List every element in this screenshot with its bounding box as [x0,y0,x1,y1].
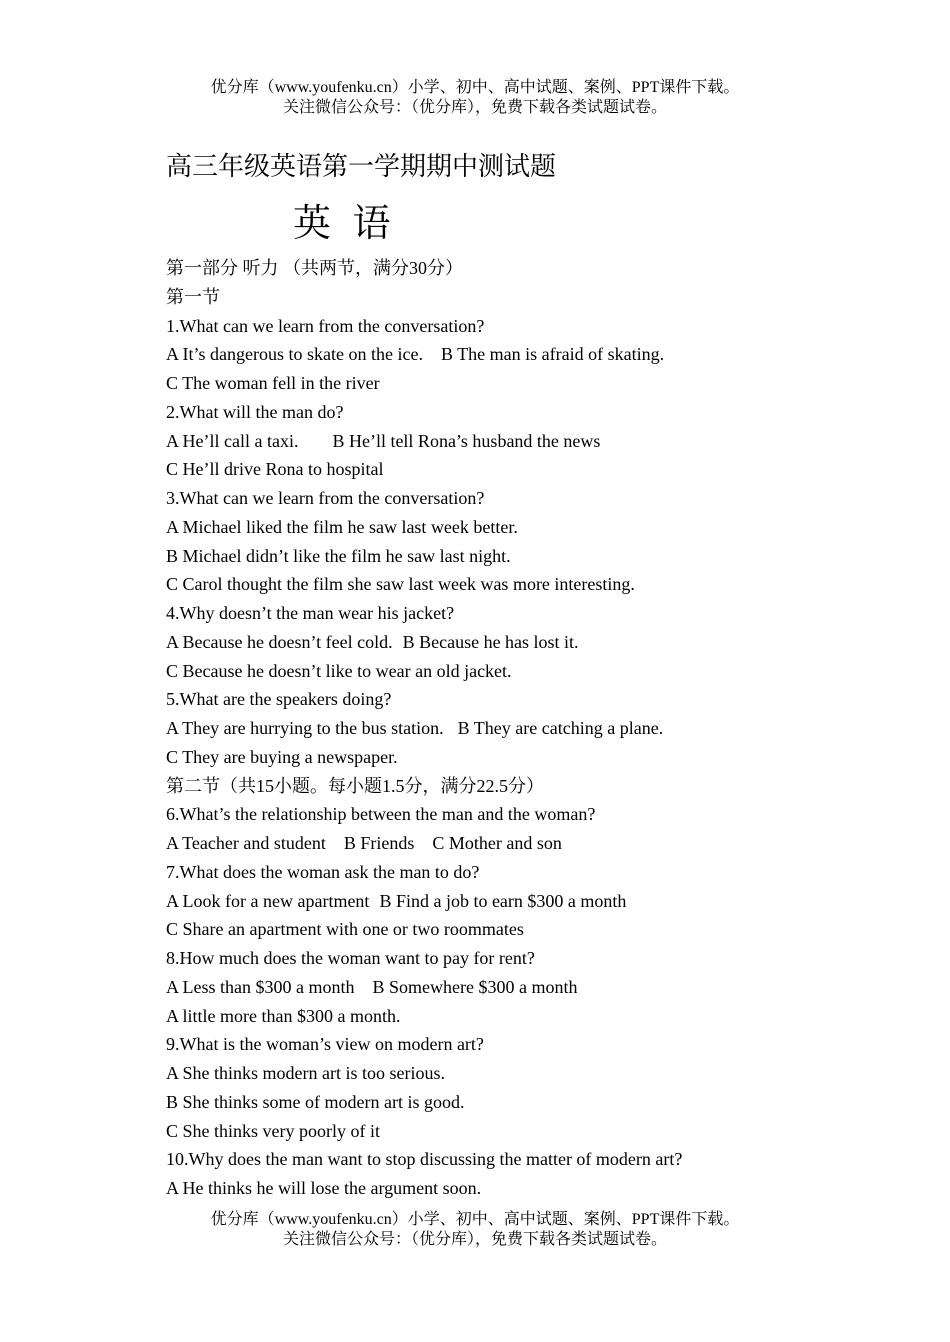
answer-option: C Share an apartment with one or two roommates [166,919,524,940]
option-row [166,513,906,542]
section-2-questions [166,800,906,1203]
question-text: 8.How much does the woman want to pay for rent? [166,948,535,968]
answer-option: B Find a job to earn $300 a month [379,890,627,911]
option-row [166,973,906,1002]
answer-option: C Carol thought the film she saw last week was more interesting. [166,574,635,595]
page-footer [0,1210,950,1250]
footer-line-2: 关注微信公众号：（优分库），免费下载各类试题试卷。 [282,1231,667,1248]
header-line-1: 优分库（www.youfenku.cn）小学、初中、高中试题、案例、PPT课件下载。 [210,79,740,96]
option-row [166,369,906,398]
answer-option: A Michael liked the film he saw last week better. [166,516,518,537]
question-text: 1.What can we learn from the conversation? [166,315,485,336]
answer-option: A Teacher and student [166,833,326,853]
answer-option: A He’ll call a taxi. [166,430,299,451]
answer-option: C Because he doesn’t like to wear an old jacket. [166,660,512,681]
exam-body [166,254,906,1203]
answer-option: B She thinks some of modern art is good. [166,1091,465,1112]
section-1-questions [166,312,906,772]
subject-title: 英 语 [293,203,397,245]
option-row [166,570,906,599]
option-row [166,657,906,686]
option-row [166,628,906,657]
answer-option: B They are catching a plane. [457,718,664,738]
answer-option: B Because he has lost it. [402,631,579,652]
answer-option: B He’ll tell Rona’s husband the news [332,430,601,451]
header-line-2: 关注微信公众号：（优分库），免费下载各类试题试卷。 [282,99,667,116]
option-row [166,542,906,571]
answer-option: A He thinks he will lose the argument soon. [166,1178,482,1198]
answer-option: C She thinks very poorly of it [166,1120,380,1141]
option-row [166,1002,906,1031]
option-row [166,1117,906,1146]
answer-option: C He’ll drive Rona to hospital [166,459,384,480]
option-row [166,427,906,456]
option-row [166,1174,906,1203]
answer-option: A Look for a new apartment [166,890,370,911]
option-row [166,743,906,772]
answer-option: B The man is afraid of skating. [440,344,665,365]
question-text: 10.Why does the man want to stop discussing the matter of modern art? [166,1149,683,1170]
option-row [166,887,906,916]
option-row [166,829,906,858]
answer-option: A It’s dangerous to skate on the ice. [166,344,423,365]
question-text: 5.What are the speakers doing? [166,689,392,710]
question-text: 4.Why doesn’t the man wear his jacket? [166,603,455,623]
answer-option: C Mother and son [432,833,562,853]
option-row [166,1088,906,1117]
answer-option: A Because he doesn’t feel cold. [166,631,393,652]
option-row [166,714,906,743]
footer-line-1: 优分库（www.youfenku.cn）小学、初中、高中试题、案例、PPT课件下载。 [210,1211,740,1228]
answer-option: A They are hurrying to the bus station. [166,718,444,738]
option-row [166,915,906,944]
answer-option: B Somewhere $300 a month [372,976,578,997]
page-header [0,78,950,118]
option-row [166,340,906,369]
answer-option: A She thinks modern art is too serious. [166,1063,445,1083]
answer-option: B Friends [343,833,415,853]
answer-option: C They are buying a newspaper. [166,746,398,767]
option-row [166,455,906,484]
answer-option: A Less than $300 a month [166,976,355,997]
question-text: 3.What can we learn from the conversation? [166,488,485,508]
answer-option: C The woman fell in the river [166,373,380,393]
question-text: 9.What is the woman’s view on modern art? [166,1034,484,1055]
question-text: 2.What will the man do? [166,401,344,422]
answer-option: B Michael didn’t like the film he saw last night. [166,545,511,566]
option-row [166,1059,906,1088]
question-text: 7.What does the woman ask the man to do? [166,861,480,882]
answer-option: A little more than $300 a month. [166,1005,401,1026]
section-heading: 第二节（共15小题。每小题1.5分，满分22.5分） [166,775,544,796]
part-heading: 第一部分 听力 （共两节，满分30分） [166,258,463,278]
question-text: 6.What’s the relationship between the man and the woman? [166,804,596,825]
exam-title: 高三年级英语第一学期期中测试题 [166,152,557,181]
section-heading: 第一节 [166,286,220,307]
